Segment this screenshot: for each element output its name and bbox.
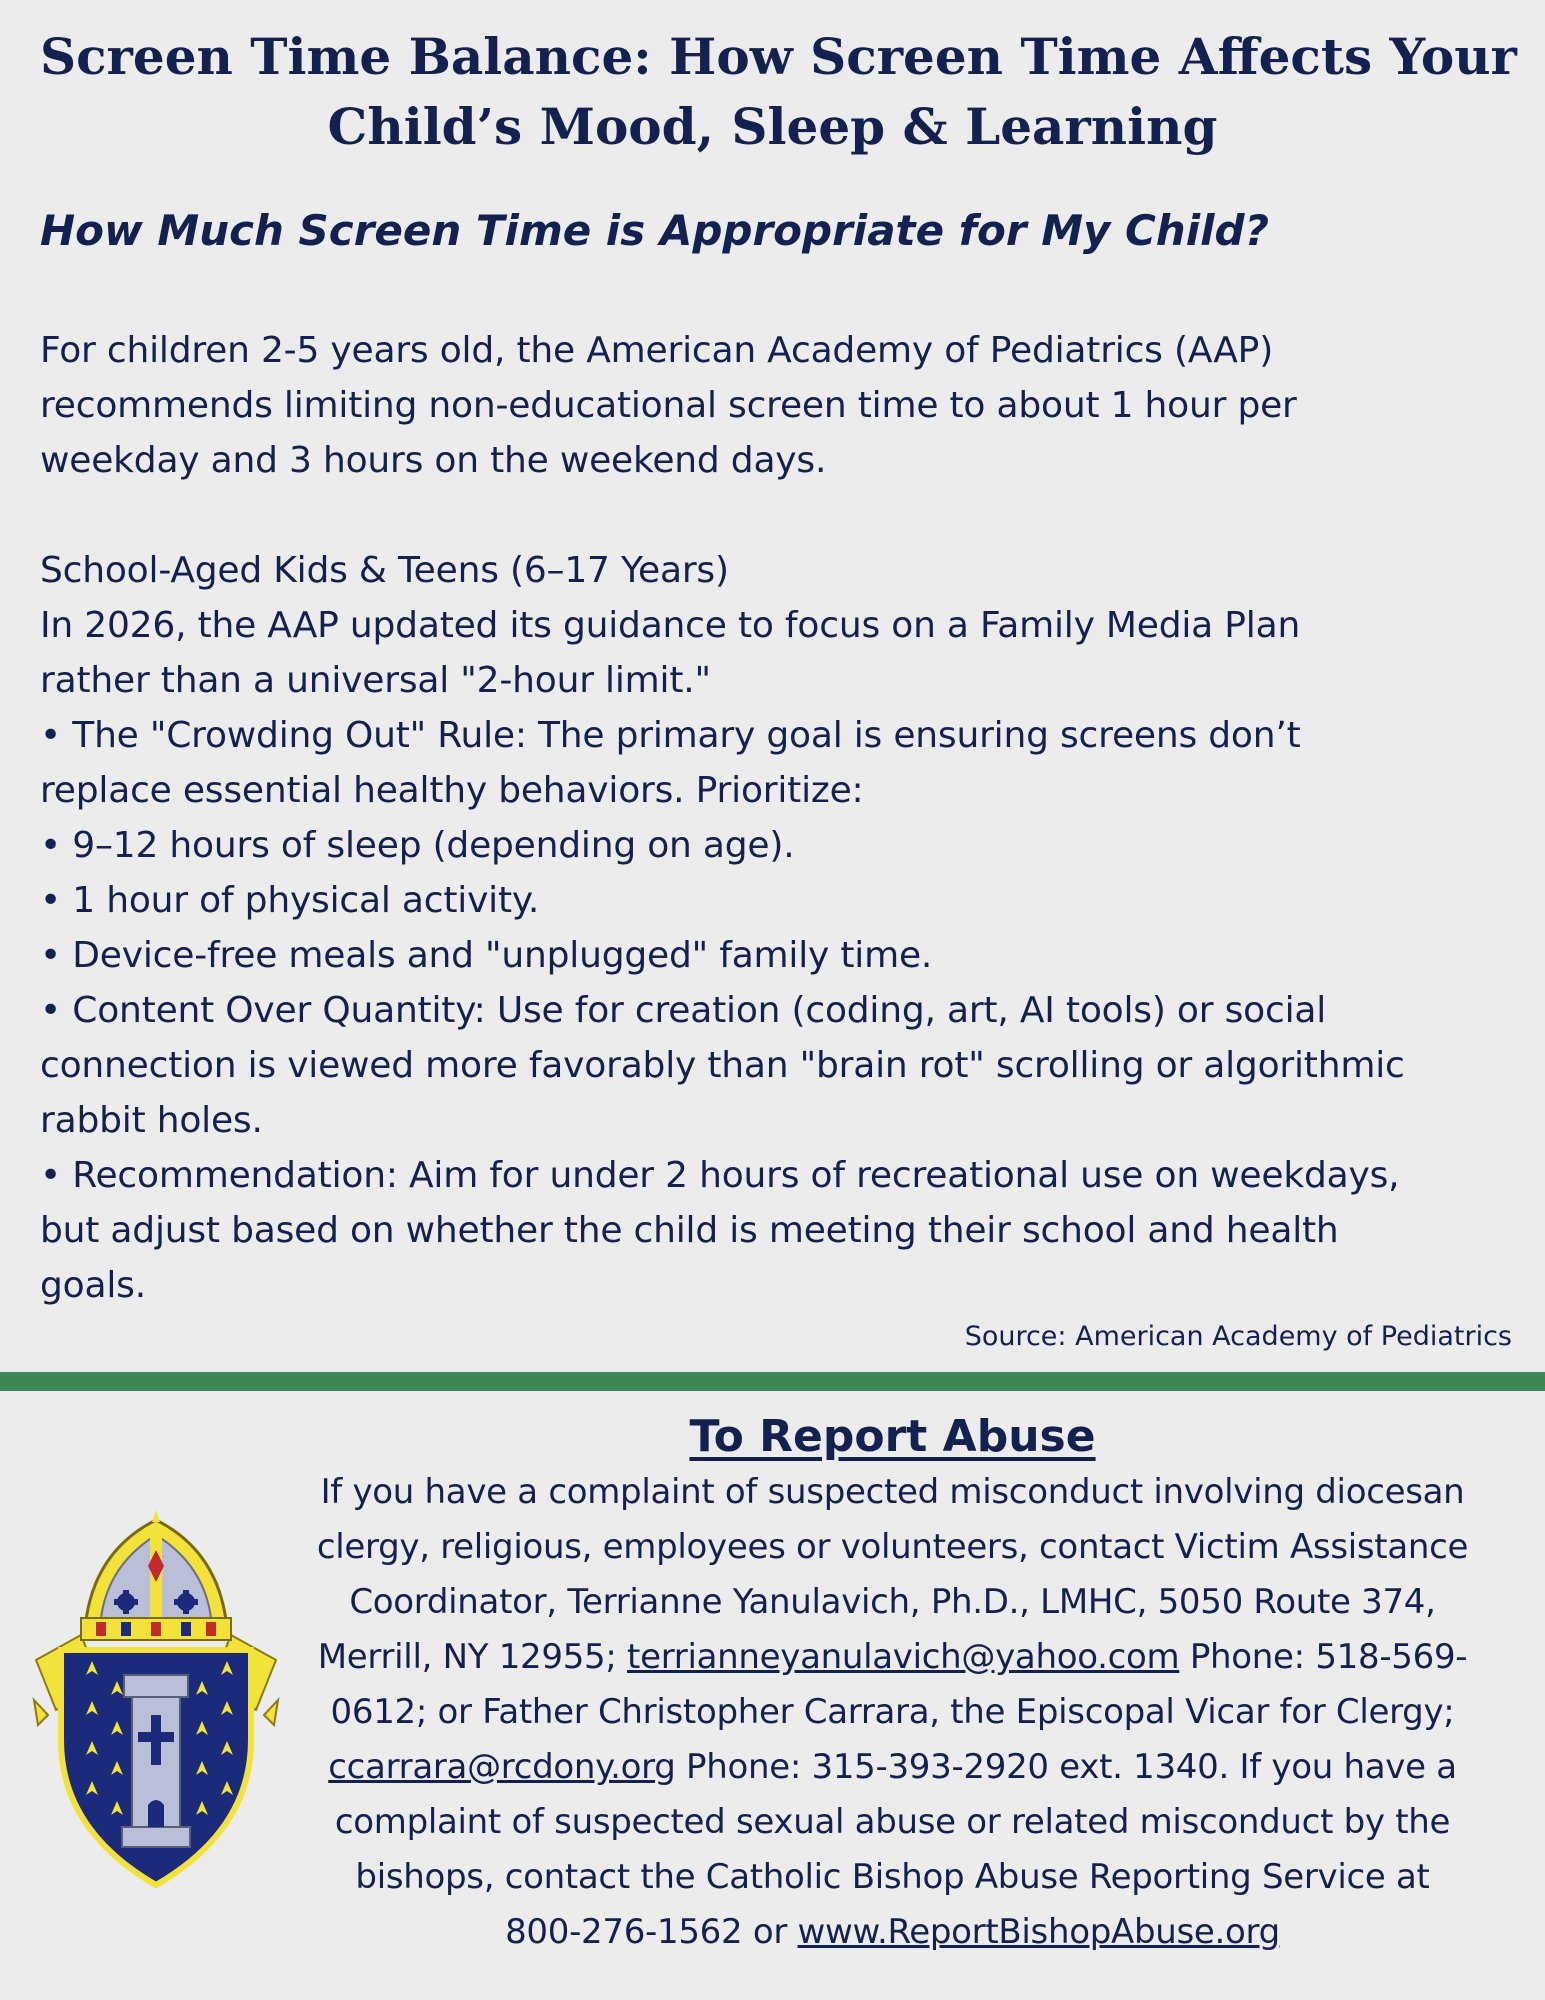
report-line-text: Phone: 518-569- (1179, 1637, 1468, 1677)
report-line: If you have a complaint of suspected misconduct involving diocesan (320, 1472, 1465, 1512)
report-abuse-text (280, 1465, 1505, 1960)
section-line: rather than a universal "2-hour limit." (40, 660, 711, 701)
bullet-line: goals. (40, 1265, 146, 1306)
intro-line: recommends limiting non-educational screen time to about 1 hour per (40, 385, 1297, 426)
report-line-text: Phone: 315-393-2920 ext. 1340. If you have a (675, 1747, 1457, 1787)
source-citation: Source: American Academy of Pediatrics (964, 1321, 1512, 1352)
page-title (40, 22, 1517, 162)
bullet-line: replace essential healthy behaviors. Prioritize: (40, 770, 864, 811)
bullet-line: • Device-free meals and "unplugged" family time. (40, 935, 933, 976)
bullet-line: but adjust based on whether the child is meeting their school and health (40, 1210, 1339, 1251)
bullet-line: • Recommendation: Aim for under 2 hours of recreational use on weekdays, (40, 1155, 1400, 1196)
report-line (280, 1740, 1505, 1795)
report-line: Coordinator, Terrianne Yanulavich, Ph.D., LMHC, 5050 Route 374, (349, 1582, 1436, 1622)
green-divider (0, 1372, 1545, 1391)
title-line-2: Child’s Mood, Sleep & Learning (327, 97, 1218, 156)
report-line (280, 1905, 1505, 1960)
bullet-line: connection is viewed more favorably than "brain rot" scrolling or algorithmic (40, 1045, 1405, 1086)
report-line: complaint of suspected sexual abuse or related misconduct by the (334, 1802, 1451, 1842)
bullet-line: rabbit holes. (40, 1100, 263, 1141)
bullet-line: • 9–12 hours of sleep (depending on age). (40, 825, 795, 866)
diocesan-coat-of-arms-icon (26, 1510, 286, 1890)
intro-line: For children 2-5 years old, the American Academy of Pediatrics (AAP) (40, 330, 1274, 371)
subheading: How Much Screen Time is Appropriate for My Child? (40, 206, 1269, 255)
intro-line: weekday and 3 hours on the weekend days. (40, 440, 827, 481)
vicar-email-link[interactable]: ccarrara@rcdony.org (328, 1747, 676, 1787)
school-aged-section (40, 543, 1520, 1313)
report-line: bishops, contact the Catholic Bishop Abuse Reporting Service at (355, 1857, 1430, 1897)
report-line-text: Merrill, NY 12955; (317, 1637, 628, 1677)
bullet-line: • 1 hour of physical activity. (40, 880, 540, 921)
title-line-1: Screen Time Balance: How Screen Time Affects Your (40, 27, 1517, 86)
section-line: In 2026, the AAP updated its guidance to focus on a Family Media Plan (40, 605, 1301, 646)
report-abuse-heading: To Report Abuse (689, 1411, 1096, 1462)
report-line (280, 1630, 1505, 1685)
intro-paragraph (40, 323, 1520, 488)
bullet-line: • The "Crowding Out" Rule: The primary goal is ensuring screens don’t (40, 715, 1301, 756)
report-line: clergy, religious, employees or volunteers, contact Victim Assistance (316, 1527, 1469, 1567)
report-line-text: 800-276-1562 or (505, 1912, 798, 1952)
victim-assistance-email-link[interactable]: terrianneyanulavich@yahoo.com (627, 1637, 1180, 1677)
section-heading: School-Aged Kids & Teens (6–17 Years) (40, 550, 729, 591)
report-line: 0612; or Father Christopher Carrara, the Episcopal Vicar for Clergy; (330, 1692, 1455, 1732)
report-bishop-abuse-link[interactable]: www.ReportBishopAbuse.org (797, 1912, 1280, 1952)
bullet-line: • Content Over Quantity: Use for creation (coding, art, AI tools) or social (40, 990, 1327, 1031)
